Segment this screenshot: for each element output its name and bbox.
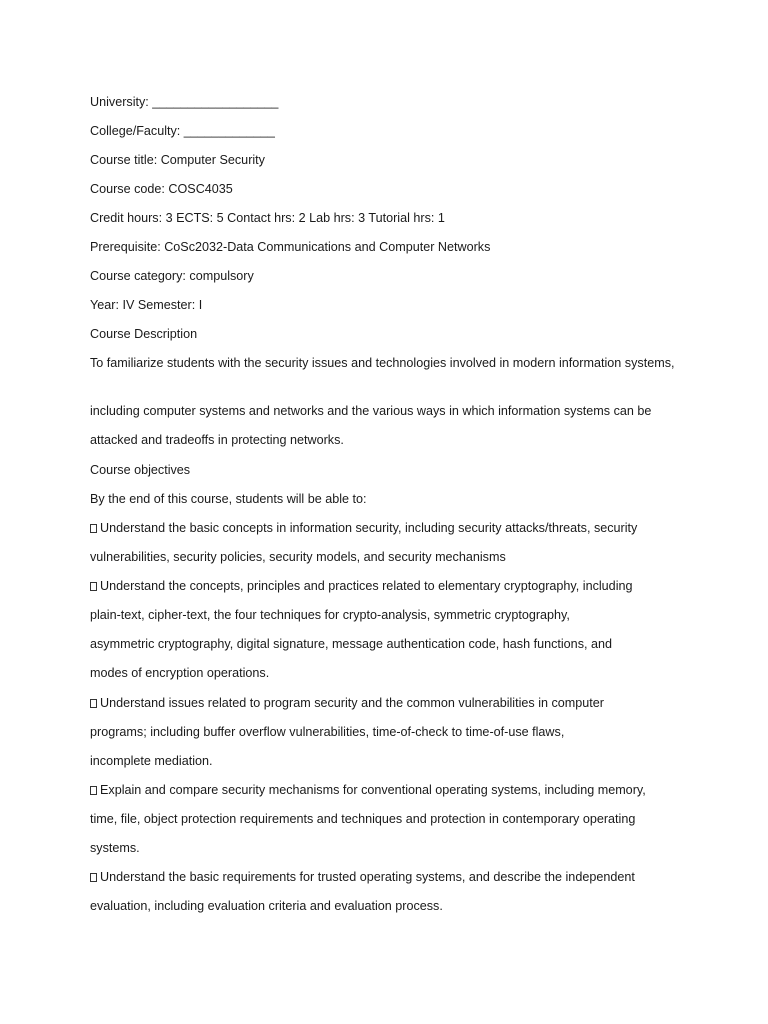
objective-text: Understand the basic requirements for trusted operating systems, and describe the independent (100, 870, 635, 884)
objective-text: Explain and compare security mechanisms for conventional operating systems, including memory, (100, 783, 646, 797)
year-semester: Year: IV Semester: I (90, 298, 203, 312)
objective-continuation: asymmetric cryptography, digital signature, message authentication code, hash functions, and (90, 637, 612, 651)
objective-item (90, 868, 635, 886)
course-code: Course code: COSC4035 (90, 182, 233, 196)
objective-text: Understand issues related to program security and the common vulnerabilities in computer (100, 696, 604, 710)
missing-glyph-bullet-icon (90, 786, 97, 795)
objective-text: Understand the basic concepts in information security, including security attacks/threats, security (100, 521, 638, 535)
objective-continuation: plain-text, cipher-text, the four techniques for crypto-analysis, symmetric cryptography, (90, 608, 570, 622)
course-category: Course category: compulsory (90, 269, 254, 283)
objective-item (90, 519, 637, 537)
missing-glyph-bullet-icon (90, 582, 97, 591)
objective-item (90, 694, 604, 712)
objective-continuation: programs; including buffer overflow vulnerabilities, time-of-check to time-of-use flaws, (90, 725, 565, 739)
college-field: College/Faculty: _____________ (90, 124, 275, 138)
course-title: Course title: Computer Security (90, 153, 265, 167)
prerequisite: Prerequisite: CoSc2032-Data Communications and Computer Networks (90, 240, 491, 254)
description-line-2: including computer systems and networks and the various ways in which information systems can be (90, 404, 652, 418)
objective-continuation: modes of encryption operations. (90, 666, 270, 680)
objective-item (90, 577, 633, 595)
objective-item (90, 781, 646, 799)
missing-glyph-bullet-icon (90, 699, 97, 708)
objective-continuation: evaluation, including evaluation criteria and evaluation process. (90, 899, 443, 913)
objective-continuation: systems. (90, 841, 140, 855)
university-field: University: __________________ (90, 95, 279, 109)
missing-glyph-bullet-icon (90, 524, 97, 533)
description-line-3: attacked and tradeoffs in protecting networks. (90, 433, 344, 447)
objective-continuation: incomplete mediation. (90, 754, 213, 768)
objective-continuation: vulnerabilities, security policies, security models, and security mechanisms (90, 550, 506, 564)
objectives-intro: By the end of this course, students will be able to: (90, 492, 367, 506)
description-line-1: To familiarize students with the security issues and technologies involved in modern information systems, (90, 356, 675, 370)
objectives-heading: Course objectives (90, 463, 191, 477)
description-heading: Course Description (90, 327, 198, 341)
objective-continuation: time, file, object protection requirements and techniques and protection in contemporary operating (90, 812, 636, 826)
missing-glyph-bullet-icon (90, 873, 97, 882)
objective-text: Understand the concepts, principles and practices related to elementary cryptography, including (100, 579, 633, 593)
credit-hours: Credit hours: 3 ECTS: 5 Contact hrs: 2 Lab hrs: 3 Tutorial hrs: 1 (90, 211, 445, 225)
